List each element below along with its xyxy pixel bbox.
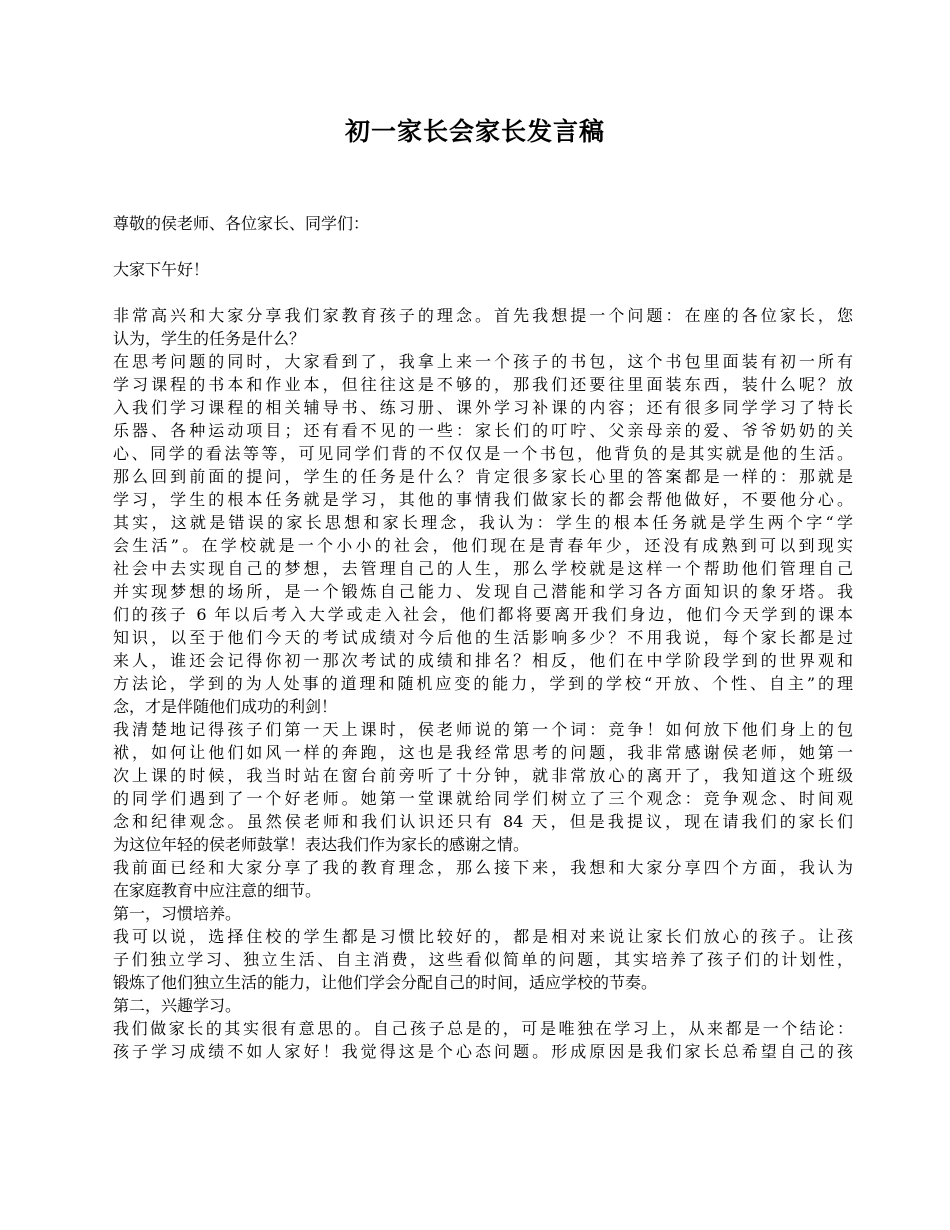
text-line: 我可以说，选择住校的学生都是习惯比较好的，都是相对来说让家长们放心的孩子。让孩	[113, 927, 853, 946]
text-line: 心、同学的看法等等，可见同学们背的不仅仅是一个书包，他背负的是其实就是他的生活。	[113, 444, 853, 463]
text-line: 认为，学生的任务是什么？	[113, 329, 306, 348]
text-line: 第一，习惯培养。	[113, 904, 242, 923]
document-title: 初一家长会家长发言稿	[344, 117, 605, 146]
text-line: 方法论，学到的为人处事的道理和随机应变的能力，学到的学校“开放、个性、自主”的理	[113, 674, 853, 693]
text-line: 的同学们遇到了一个好老师。她第一堂课就给同学们树立了三个观念：竞争观念、时间观	[113, 789, 853, 808]
text-line: 孩子学习成绩不如人家好！我觉得这是个心态问题。形成原因是我们家长总希望自己的孩	[113, 1042, 853, 1061]
text-line: 并实现梦想的场所，是一个锻炼自己能力、发现自己潜能和学习各方面知识的象牙塔。我	[113, 582, 853, 601]
text-line: 锻炼了他们独立生活的能力，让他们学会分配自己的时间，适应学校的节奏。	[113, 973, 658, 992]
text-line: 学习，学生的根本任务就是学习，其他的事情我们做家长的都会帮他做好，不要他分心。	[113, 490, 853, 509]
text-line: 来人，谁还会记得你初一那次考试的成绩和排名？相反，他们在中学阶段学到的世界观和	[113, 651, 853, 670]
text-line: 第二，兴趣学习。	[113, 996, 242, 1015]
text-line: 我清楚地记得孩子们第一天上课时，侯老师说的第一个词：竞争！如何放下他们身上的包	[113, 720, 853, 739]
text-line: 我们做家长的其实很有意思的。自己孩子总是的，可是唯独在学习上，从来都是一个结论：	[113, 1019, 853, 1038]
document-body	[113, 212, 853, 1063]
text-line: 念，才是伴随他们成功的利剑！	[113, 697, 338, 716]
text-line: 学习课程的书本和作业本，但往往这是不够的，那我们还要往里面装东西，装什么呢？放	[113, 375, 853, 394]
greeting: 大家下午好！	[113, 260, 210, 279]
text-line: 乐器、各种运动项目；还有看不见的一些：家长们的叮咛、父亲母亲的爱、爷爷奶奶的关	[113, 421, 853, 440]
text-line: 次上课的时候，我当时站在窗台前旁听了十分钟，就非常放心的离开了，我知道这个班级	[113, 766, 853, 785]
text-line: 会生活”。在学校就是一个小小的社会，他们现在是青春年少，还没有成熟到可以到现实	[113, 536, 853, 555]
text-line: 知识，以至于他们今天的考试成绩对今后他的生活影响多少？不用我说，每个家长都是过	[113, 628, 853, 647]
salutation: 尊敬的侯老师、各位家长、同学们：	[113, 214, 370, 233]
text-line: 念和纪律观念。虽然侯老师和我们认识还只有 84 天，但是我提议，现在请我们的家长们	[113, 812, 853, 831]
text-line: 我前面已经和大家分享了我的教育理念，那么接下来，我想和大家分享四个方面，我认为	[113, 858, 853, 877]
text-line: 社会中去实现自己的梦想，去管理自己的人生，那么学校就是这样一个帮助他们管理自己	[113, 559, 853, 578]
text-line: 在思考问题的同时，大家看到了，我拿上来一个孩子的书包，这个书包里面装有初一所有	[113, 352, 853, 371]
body-paragraphs	[113, 304, 853, 1063]
text-line: 袱，如何让他们如风一样的奔跑，这也是我经常思考的问题，我非常感谢侯老师，她第一	[113, 743, 853, 762]
text-line: 其实，这就是错误的家长思想和家长理念，我认为：学生的根本任务就是学生两个字“学	[113, 513, 853, 532]
text-line: 为这位年轻的侯老师鼓掌！表达我们作为家长的感谢之情。	[113, 835, 530, 854]
text-line: 非常高兴和大家分享我们家教育孩子的理念。首先我想提一个问题：在座的各位家长，您	[113, 306, 853, 325]
text-line: 们的孩子 6 年以后考入大学或走入社会，他们都将要离开我们身边，他们今天学到的课本	[113, 605, 853, 624]
text-line: 在家庭教育中应注意的细节。	[113, 881, 322, 900]
text-line: 那么回到前面的提问，学生的任务是什么？肯定很多家长心里的答案都是一样的：那就是	[113, 467, 853, 486]
text-line: 子们独立学习、独立生活、自主消费，这些看似简单的问题，其实培养了孩子们的计划性，	[113, 950, 853, 969]
text-line: 入我们学习课程的相关辅导书、练习册、课外学习补课的内容；还有很多同学学习了特长	[113, 398, 853, 417]
